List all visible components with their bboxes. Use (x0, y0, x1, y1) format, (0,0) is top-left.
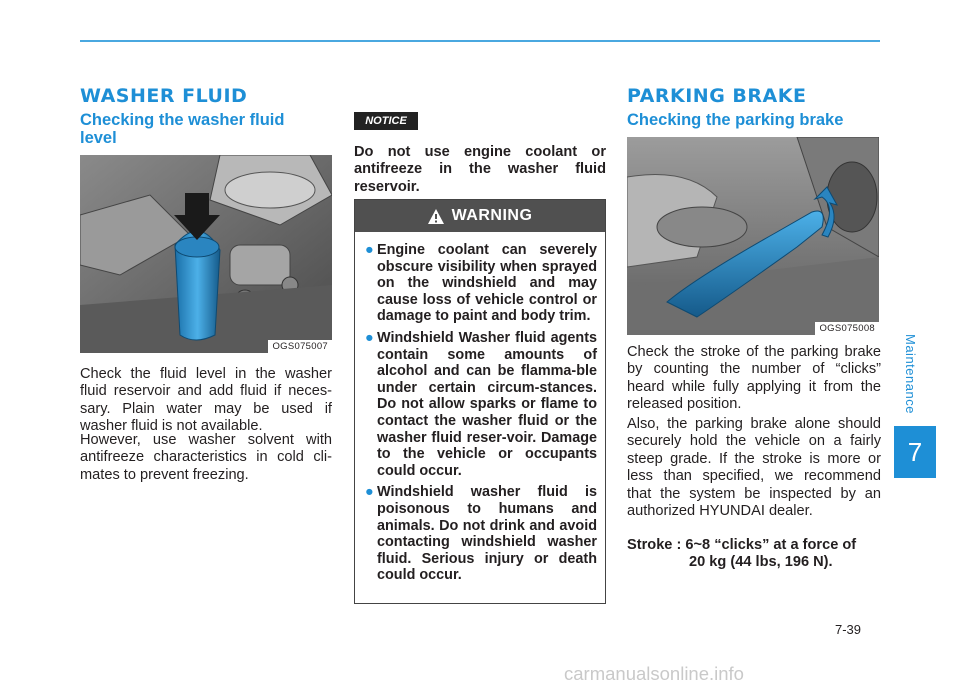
stroke-value-line1: 6~8 “clicks” at a force of (685, 537, 857, 553)
parking-brake-figure (627, 137, 879, 335)
watermark: carmanualsonline.info (564, 663, 744, 684)
body-paragraph: Check the stroke of the parking brake by counting the number of “clicks” heard while fully applying it from the released position. (627, 344, 881, 413)
washer-fluid-figure (80, 155, 332, 353)
warning-box (354, 199, 606, 604)
chapter-tab: 7 (894, 426, 936, 478)
figure-code: OGS075007 (268, 340, 332, 353)
warning-list (355, 242, 605, 584)
stroke-spec (627, 537, 881, 572)
section-title-washer-fluid: WASHER FLUID (80, 85, 248, 107)
warning-item: ● Windshield washer fluid is poisonous to humans and animals. Do not drink and avoid contacting windshield washer fluid. Serious injury or death could occur. (365, 484, 597, 584)
stroke-value-line2: 20 kg (44 lbs, 196 N). (689, 554, 833, 571)
bullet-icon: ● (365, 242, 374, 258)
section-title-parking-brake: PARKING BRAKE (627, 85, 807, 107)
sidebar-chapter-label: Maintenance (903, 334, 918, 414)
bullet-icon: ● (365, 329, 374, 346)
bullet-icon: ● (365, 484, 374, 501)
warning-item: ● Windshield Washer fluid agents contain some amounts of alcohol and can be flamma-ble under certain circum-stances. Do not allow sparks or flame to contact the washer fluid or the washer fluid reser-voir. Damage to the vehicle or occupants could occur. (365, 329, 597, 479)
warning-header (355, 200, 605, 232)
subtitle-checking-washer-fluid: Checking the washer fluid level (80, 111, 285, 147)
notice-text: Do not use engine coolant or antifreeze in the washer fluid reservoir. (354, 144, 606, 195)
warning-title: WARNING (451, 207, 533, 224)
engine-bay-illustration (80, 155, 332, 353)
body-paragraph: Also, the parking brake alone should securely hold the vehicle on a fairly steep grade. If the stroke is more or less than specified, we recommend that the system be inspected by an authorized HYUNDAI dealer. (627, 416, 881, 520)
warning-triangle-icon (428, 209, 444, 224)
parking-brake-illustration (627, 137, 879, 335)
body-paragraph: However, use washer solvent with antifreeze characteristics in cold cli-mates to prevent freezing. (80, 432, 332, 483)
header-rule (80, 40, 880, 42)
body-paragraph: Check the fluid level in the washer fluid reservoir and add fluid if neces-sary. Plain water may be used if washer fluid is not available. (80, 366, 332, 435)
warning-item: ● Engine coolant can severely obscure visibility when sprayed on the windshield and may cause loss of vehicle control or damage to paint and body trim. (365, 242, 597, 325)
notice-badge: NOTICE (354, 112, 418, 130)
stroke-label: Stroke : (627, 537, 686, 553)
figure-code: OGS075008 (815, 322, 879, 335)
subtitle-checking-parking-brake: Checking the parking brake (627, 111, 844, 129)
page-number: 7-39 (835, 622, 862, 637)
